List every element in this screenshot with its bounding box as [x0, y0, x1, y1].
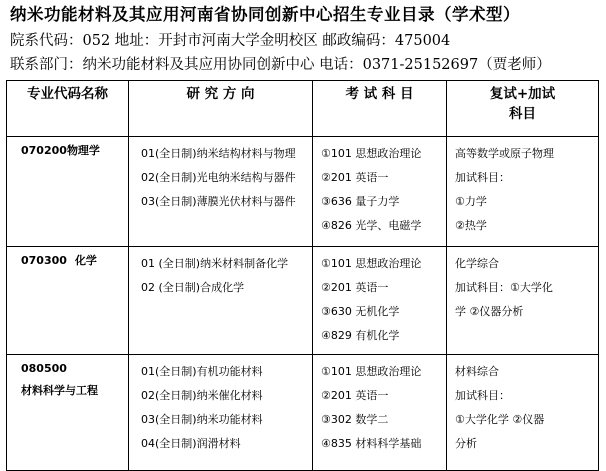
program-code-cell: [7, 355, 129, 471]
department-info: 院系代码：052 地址：开封市河南大学金明校区 邮政编码：475004: [10, 33, 451, 49]
direction-item: 04(全日制)润滑材料: [141, 437, 241, 450]
program-code-cell: [7, 247, 129, 355]
direction-item: 01(全日制)纳米结构材料与物理: [141, 147, 296, 160]
exam-item: ②201 英语一: [321, 171, 389, 184]
exam-item: ④826 光学、电磁学: [321, 219, 422, 232]
exam-item: ②201 英语一: [321, 281, 389, 294]
direction-item: 02(全日制)纳米催化材料: [141, 389, 263, 402]
exam-cell: [313, 355, 447, 471]
retest-item: 加试科目：: [455, 389, 510, 402]
exam-item: ③302 数学二: [321, 413, 389, 426]
exam-item: ①101 思想政治理论: [321, 257, 422, 270]
exam-cell: [313, 247, 447, 355]
program-catalog-table: [6, 80, 599, 471]
program-name: 物理学: [66, 144, 100, 157]
program-code: 070300: [21, 254, 67, 267]
retest-item: ①力学: [455, 195, 487, 208]
direction-cell: [129, 355, 313, 471]
retest-cell: [447, 355, 599, 471]
direction-cell: [129, 247, 313, 355]
program-name: 化学: [74, 254, 97, 267]
program-code-cell: [7, 137, 129, 247]
retest-item: 加试科目：: [455, 171, 510, 184]
direction-item: 03(全日制)纳米功能材料: [141, 413, 263, 426]
program-name: 材料科学与工程: [21, 384, 98, 397]
table-header-row: [7, 81, 599, 137]
header-code-name: 专业代码名称: [7, 81, 129, 137]
exam-item: ①101 思想政治理论: [321, 147, 422, 160]
header-exam: 考 试 科 目: [313, 81, 447, 137]
retest-item: ②热学: [455, 219, 487, 232]
direction-item: 03(全日制)薄膜光伏材料与器件: [141, 195, 296, 208]
retest-item: 加试科目：①大学化: [455, 281, 553, 294]
retest-cell: [447, 247, 599, 355]
exam-cell: [313, 137, 447, 247]
retest-item: ①大学化学 ②仪器: [455, 413, 545, 426]
header-retest: 复试+加试 科目: [447, 81, 599, 137]
program-code: 080500: [21, 362, 67, 375]
direction-cell: [129, 137, 313, 247]
exam-item: ④829 有机化学: [321, 329, 400, 342]
exam-item: ②201 英语一: [321, 389, 389, 402]
table-row: [7, 247, 599, 355]
direction-item: 01(全日制)有机功能材料: [141, 365, 263, 378]
retest-item: 高等数学或原子物理: [455, 147, 554, 160]
page-title: 纳米功能材料及其应用河南省协同创新中心招生专业目录（学术型）: [10, 5, 520, 24]
retest-item: 学 ②仪器分析: [455, 305, 524, 318]
table-row: [7, 137, 599, 247]
retest-item: 分析: [455, 437, 477, 450]
retest-item: 化学综合: [455, 257, 499, 270]
direction-item: 02(全日制)光电纳米结构与器件: [141, 171, 296, 184]
retest-cell: [447, 137, 599, 247]
table-row: [7, 355, 599, 471]
exam-item: ④835 材料科学基础: [321, 437, 422, 450]
direction-item: 02 (全日制)合成化学: [141, 281, 245, 294]
direction-item: 01 (全日制)纳米材料制备化学: [141, 257, 289, 270]
exam-item: ③630 无机化学: [321, 305, 400, 318]
program-code: 070200: [21, 144, 67, 157]
retest-item: 材料综合: [455, 365, 499, 378]
exam-item: ①101 思想政治理论: [321, 365, 422, 378]
contact-info: 联系部门：纳米功能材料及其应用协同创新中心 电话：0371-25152697（贾老师）: [10, 57, 551, 73]
header-direction: 研 究 方 向: [129, 81, 313, 137]
exam-item: ③636 量子力学: [321, 195, 400, 208]
